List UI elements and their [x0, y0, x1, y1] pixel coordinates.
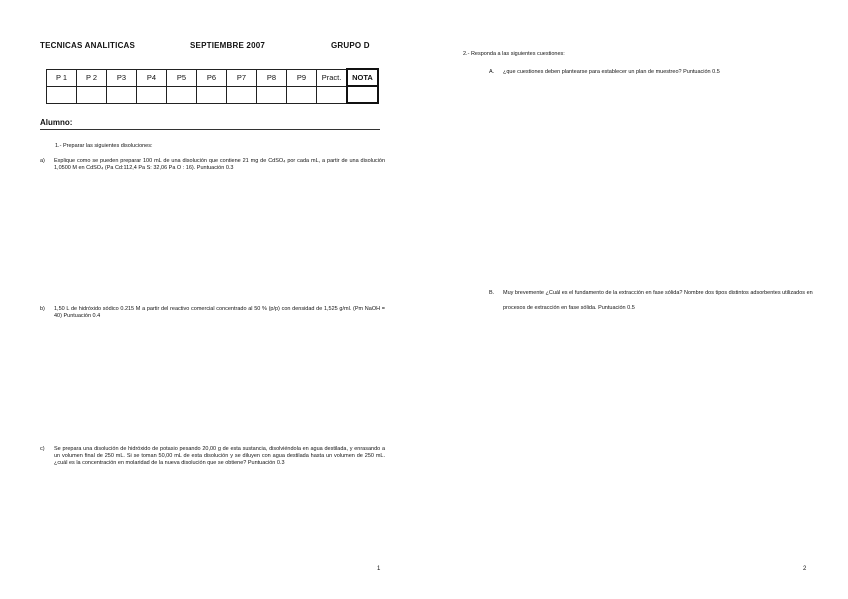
item-marker: b) — [40, 306, 45, 312]
item-marker: c) — [40, 446, 45, 452]
grade-col-p8: P8 — [257, 69, 287, 86]
grade-col-p1: P 1 — [47, 69, 77, 86]
grade-cell — [167, 86, 197, 103]
question-1-title: 1.- Preparar las siguientes disoluciones: — [55, 143, 153, 149]
student-name-line — [40, 129, 380, 130]
grade-cell — [257, 86, 287, 103]
grade-cell — [227, 86, 257, 103]
grade-cell — [47, 86, 77, 103]
item-marker: A. — [489, 69, 495, 75]
question-2b — [489, 286, 819, 316]
grade-cell — [77, 86, 107, 103]
question-1b — [40, 306, 385, 320]
item-text: Se prepara una disolución de hidróxido de potasio pesando 20,00 g de esta sustancia, disolviéndola en agua destilada, y enrasando a un volumen final de 250 mL. Si se toman 50,00 mL de esta disolución y se diluyen con agua destilada hasta un volumen de 250 mL. ¿cuál es la concentración en molaridad de la nueva disolución que se obtiene? Puntuación 0.3 — [54, 446, 385, 466]
question-2-title: 2.- Responda a las siguientes cuestiones: — [463, 51, 565, 57]
grade-table — [46, 68, 379, 104]
page-2 — [424, 0, 848, 599]
question-1c — [40, 446, 385, 467]
grade-col-p7: P7 — [227, 69, 257, 86]
grade-col-pract: Pract. — [317, 69, 348, 86]
item-text: 1,50 L de hidróxido sódico 0.215 M a partir del reactivo comercial concentrado al 50 % (p/p) con densidad de 1,525 g/ml. (Pm NaOH = 40) Puntuación 0.4 — [54, 306, 385, 319]
item-text: Explique como se pueden preparar 100 mL de una disolución que contiene 21 mg de CdSO₄ por cada mL, a partir de una disolución 1,0500 M en CdSO₄ (Pa Cd:112,4 Pa S: 32,06 Pa O : 16). Puntuación 0.3 — [54, 158, 385, 171]
grade-cell-nota — [347, 86, 378, 103]
exam-date: SEPTIEMBRE 2007 — [190, 41, 266, 50]
item-marker: B. — [489, 290, 495, 296]
grade-col-p6: P6 — [197, 69, 227, 86]
exam-header — [40, 41, 380, 53]
grade-cell — [287, 86, 317, 103]
grade-col-nota: NOTA — [347, 69, 378, 86]
grade-col-p5: P5 — [167, 69, 197, 86]
grade-cell — [137, 86, 167, 103]
grade-col-p9: P9 — [287, 69, 317, 86]
grade-cell — [107, 86, 137, 103]
group-label: GRUPO D — [331, 41, 370, 50]
page-number: 2 — [803, 566, 807, 572]
grade-table-header-row — [47, 69, 379, 86]
grade-table-score-row — [47, 86, 379, 103]
item-text: ¿que cuestiones deben plantearse para establecer un plan de muestreo? Puntuación 0.5 — [503, 69, 720, 75]
grade-col-p4: P4 — [137, 69, 167, 86]
item-marker: a) — [40, 158, 45, 164]
subject-title: TECNICAS ANALITICAS — [40, 41, 136, 50]
item-text: Muy brevemente ¿Cuál es el fundamento de la extracción en fase sólida? Nombre dos tipos distintos adsorbentes utilizados en procesos de extracción en fase sólida. Puntuación 0.5 — [503, 290, 813, 311]
grade-col-p2: P 2 — [77, 69, 107, 86]
page-number: 1 — [377, 566, 381, 572]
grade-cell — [197, 86, 227, 103]
question-2a — [489, 65, 819, 80]
question-1a — [40, 158, 385, 172]
student-label: Alumno: — [40, 118, 73, 127]
grade-cell — [317, 86, 348, 103]
grade-col-p3: P3 — [107, 69, 137, 86]
